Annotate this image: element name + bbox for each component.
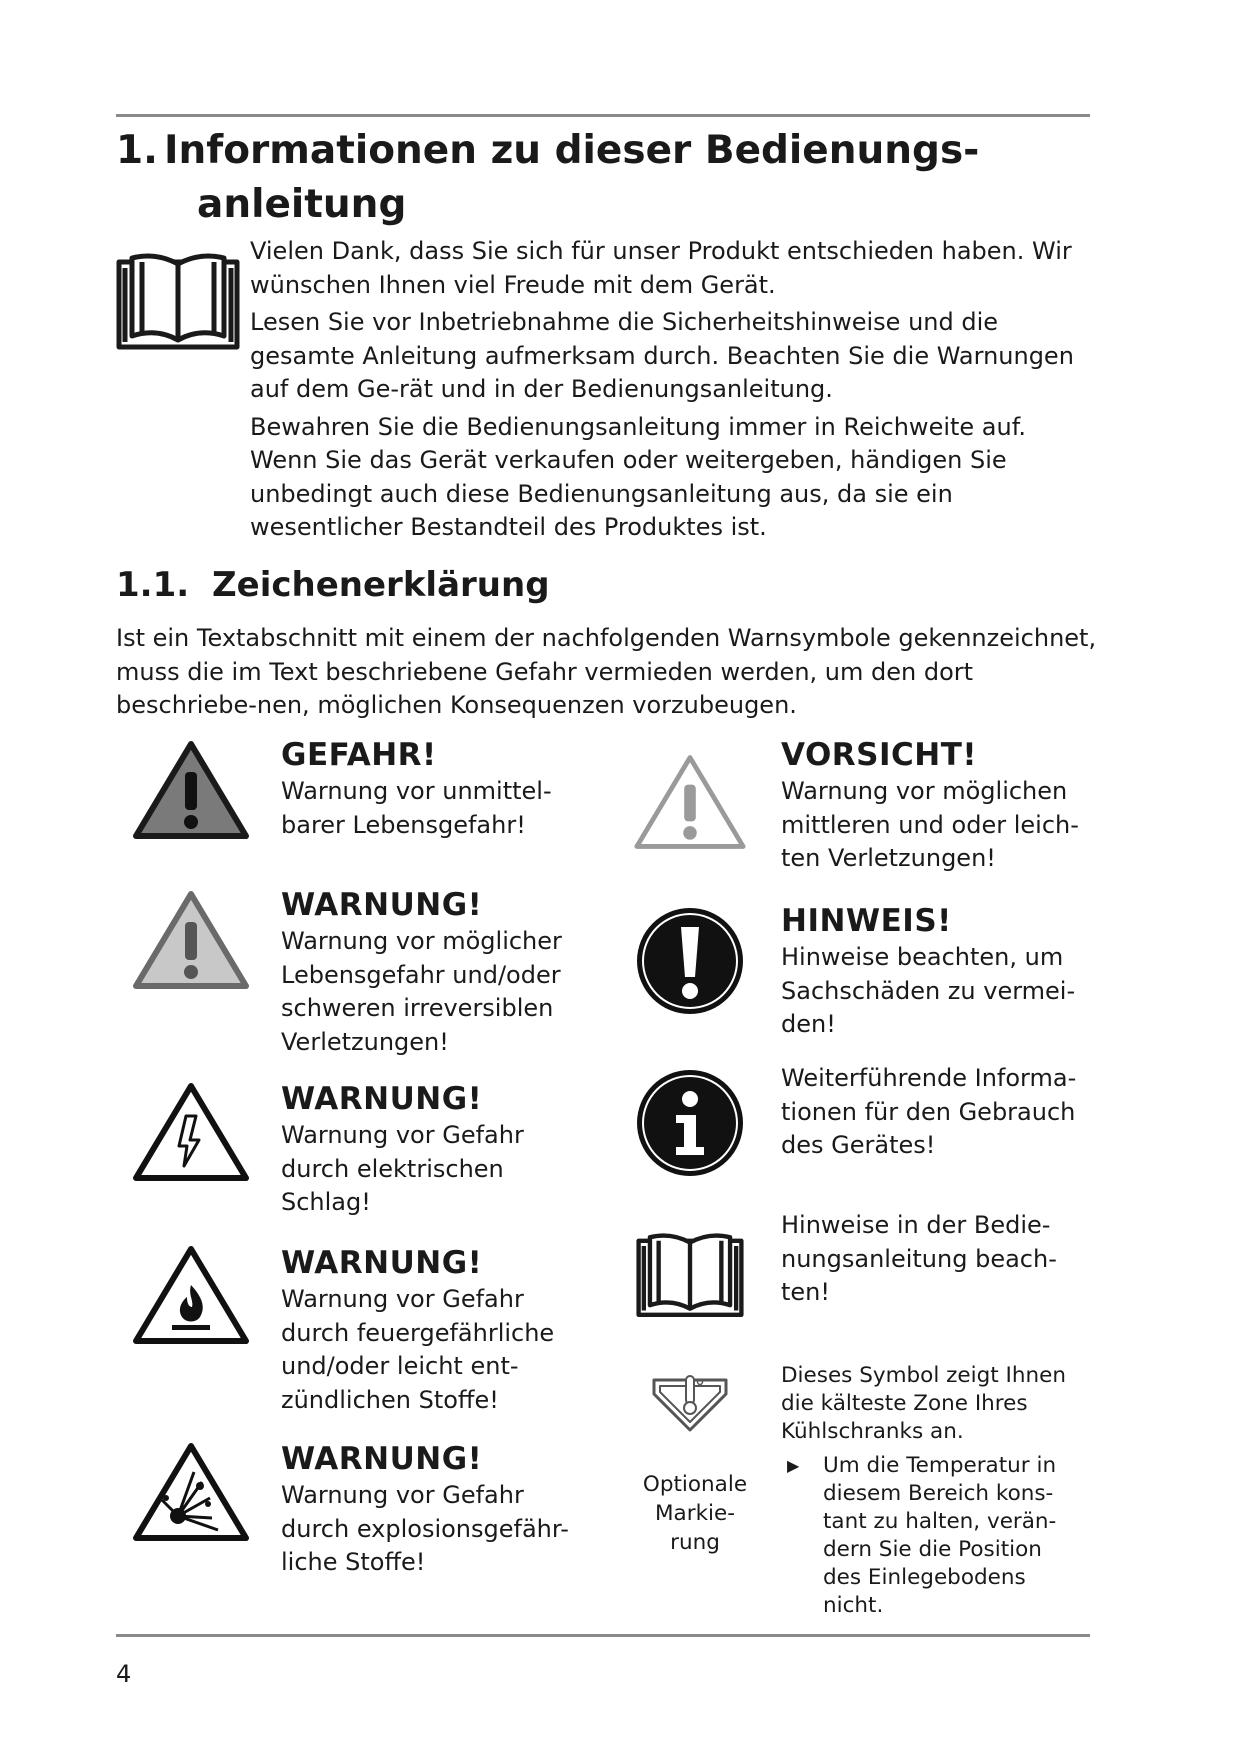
- section-lead: Ist ein Textabschnitt mit einem der nachfolgenden Warnsymbole gekennzeichnet, muss die im Text beschriebene Gefahr vermieden werden, um den dort beschriebe-nen, möglichen Konsequenzen vorzubeugen.: [116, 624, 1097, 719]
- notice-title: HINWEIS!: [781, 903, 952, 939]
- cold-zone-icon: [650, 1372, 730, 1434]
- danger-item: [281, 735, 581, 842]
- notice-item: [781, 901, 1101, 1042]
- top-rule: [116, 114, 1090, 117]
- cold-zone-item: [781, 1362, 1101, 1620]
- bottom-rule: [116, 1634, 1090, 1637]
- electric-warning-title: WARNUNG!: [281, 1081, 483, 1117]
- manual-item: [781, 1209, 1101, 1310]
- chapter-title-line1: Informationen zu dieser Bedienungs-: [164, 128, 980, 173]
- electric-warning-item: [281, 1079, 581, 1220]
- manual-description: Hinweise in der Bedie- nungsanleitung beach- ten!: [781, 1211, 1057, 1306]
- caution-item: [781, 735, 1101, 876]
- warning-description: Warnung vor möglicher Lebensgefahr und/oder schweren irreversiblen Verletzungen!: [281, 927, 562, 1056]
- danger-title: GEFAHR!: [281, 737, 437, 773]
- notice-description: Hinweise beachten, um Sachschäden zu vermei- den!: [781, 943, 1076, 1038]
- info-icon: [634, 1067, 746, 1179]
- explosive-icon: [132, 1442, 250, 1542]
- intro-paragraph: Bewahren Sie die Bedienungsanleitung immer in Reichweite auf. Wenn Sie das Gerät verkaufen oder weitergeben, händigen Sie unbedingt auch diese Bedienungsanleitung aus, da sie ein wesentlicher Bestandteil des Produktes ist.: [250, 412, 1027, 541]
- section-number: 1.1.: [116, 565, 190, 605]
- notice-exclamation-icon: [634, 905, 746, 1017]
- explosive-warning-item: [281, 1439, 591, 1580]
- flammable-warning-item: [281, 1243, 581, 1417]
- electric-shock-icon: [132, 1082, 250, 1182]
- chapter-title-line2: anleitung: [197, 182, 407, 227]
- chapter-number: 1.: [116, 128, 158, 173]
- warning-title: WARNUNG!: [281, 887, 483, 923]
- info-description: Weiterführende Informa- tionen für den Gebrauch des Gerätes!: [781, 1064, 1077, 1159]
- warning-triangle-icon: [132, 890, 250, 990]
- danger-triangle-icon: [132, 740, 250, 840]
- caution-triangle-icon: [633, 753, 747, 851]
- section-title: Zeichenerklärung: [212, 565, 550, 605]
- flammable-icon: [132, 1245, 250, 1345]
- manual-book-icon: [636, 1224, 744, 1322]
- intro-paragraph: Vielen Dank, dass Sie sich für unser Produkt entschieden haben. Wir wünschen Ihnen viel Freude mit dem Gerät.: [250, 237, 1072, 299]
- bullet-triangle-icon: ▶: [787, 1456, 800, 1475]
- optional-marking-caption: Optionale Markie- rung: [642, 1472, 748, 1555]
- flammable-warning-title: WARNUNG!: [281, 1245, 483, 1281]
- intro-paragraph: Lesen Sie vor Inbetriebnahme die Sicherheitshinweise und die gesamte Anleitung aufmerksam durch. Beachten Sie die Warnungen auf dem Ge-rät und in der Bedienungsanleitung.: [250, 308, 1074, 403]
- danger-description: Warnung vor unmittel- barer Lebensgefahr!: [281, 777, 552, 839]
- cold-zone-description: Dieses Symbol zeigt Ihnen die kälteste Zone Ihres Kühlschranks an.: [781, 1363, 1066, 1444]
- info-item: [781, 1062, 1101, 1163]
- page-number: 4: [116, 1660, 132, 1688]
- flammable-warning-description: Warnung vor Gefahr durch feuergefährliche und/oder leicht ent- zündlichen Stoffe!: [281, 1285, 555, 1414]
- cold-zone-instruction: [781, 1452, 1101, 1620]
- caution-description: Warnung vor möglichen mittleren und oder leich- ten Verletzungen!: [781, 777, 1079, 872]
- electric-warning-description: Warnung vor Gefahr durch elektrischen Schlag!: [281, 1121, 524, 1216]
- warning-item: [281, 885, 581, 1059]
- explosive-warning-title: WARNUNG!: [281, 1441, 483, 1477]
- manual-book-icon: [116, 248, 240, 350]
- explosive-warning-description: Warnung vor Gefahr durch explosionsgefähr- liche Stoffe!: [281, 1481, 569, 1576]
- cold-zone-instruction-text: Um die Temperatur in diesem Bereich kons- tant zu halten, verän- dern Sie die Position des Einlegebodens nicht.: [823, 1453, 1057, 1618]
- intro-text: [250, 235, 1100, 549]
- caution-title: VORSICHT!: [781, 737, 978, 773]
